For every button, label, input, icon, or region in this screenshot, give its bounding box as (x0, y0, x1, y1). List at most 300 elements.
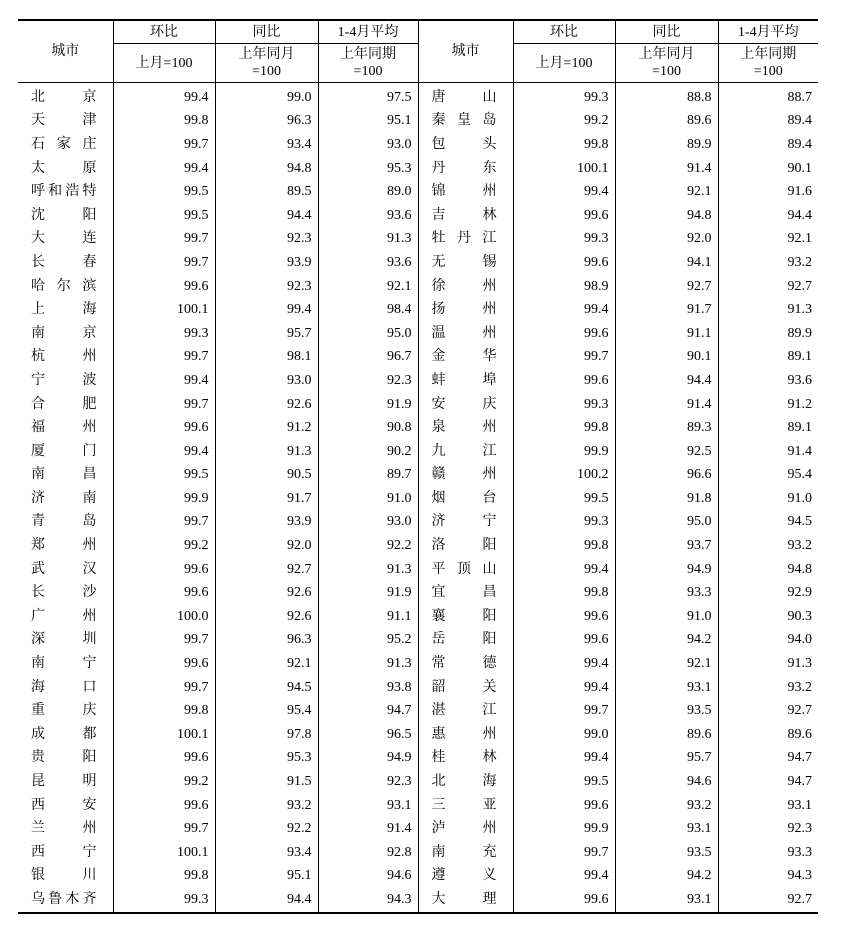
mom-value-cell: 99.6 (113, 558, 215, 582)
yoy-value-cell: 94.8 (215, 157, 318, 181)
table-row (18, 534, 818, 558)
city-name-cell: 天津 (31, 113, 97, 129)
table-header (18, 20, 818, 83)
yoy-value-cell: 94.1 (615, 251, 718, 275)
yoy-value-cell: 93.1 (615, 888, 718, 913)
table-row (18, 770, 818, 794)
yoy-value-cell: 95.7 (615, 747, 718, 771)
mom-value-cell: 99.6 (513, 251, 615, 275)
yoy-value-cell: 89.6 (615, 110, 718, 134)
avg-value-cell: 91.6 (718, 180, 818, 204)
city-name-cell: 重庆 (31, 703, 97, 719)
yoy-base-header (615, 44, 718, 83)
table-row (18, 416, 818, 440)
yoy-value-cell: 94.9 (615, 558, 718, 582)
mom-value-cell: 99.7 (113, 133, 215, 157)
city-name-cell: 太原 (31, 160, 97, 176)
city-name-cell: 长春 (31, 254, 97, 270)
mom-value-cell: 99.6 (513, 369, 615, 393)
city-name-cell: 金华 (418, 346, 513, 370)
mom-value-cell: 99.8 (113, 699, 215, 723)
yoy-value-cell: 92.0 (615, 228, 718, 252)
yoy-value-cell: 93.9 (215, 251, 318, 275)
yoy-base-line1: 上年同月 (238, 47, 295, 62)
table-row (18, 369, 818, 393)
avg-value-cell: 93.2 (718, 534, 818, 558)
city-name-cell: 包头 (418, 133, 513, 157)
avg-value-cell: 92.9 (718, 581, 818, 605)
yoy-value-cell: 93.3 (615, 581, 718, 605)
city-name-cell: 桂林 (418, 747, 513, 771)
mom-value-cell: 99.4 (113, 369, 215, 393)
yoy-value-cell: 93.5 (615, 699, 718, 723)
city-name-cell: 兰州 (31, 821, 97, 837)
avg-value-cell: 93.6 (718, 369, 818, 393)
mom-value-cell: 99.0 (513, 723, 615, 747)
city-name-cell: 武汉 (31, 561, 97, 577)
mom-value-cell: 99.4 (513, 180, 615, 204)
table-row (18, 558, 818, 582)
yoy-value-cell: 96.3 (215, 629, 318, 653)
avg-value-cell: 89.9 (718, 322, 818, 346)
yoy-value-cell: 93.2 (615, 794, 718, 818)
mom-value-cell: 99.6 (513, 605, 615, 629)
avg-value-cell: 95.4 (718, 464, 818, 488)
avg-base-header (718, 44, 818, 83)
mom-value-cell: 100.2 (513, 464, 615, 488)
yoy-value-cell: 92.6 (215, 605, 318, 629)
table-row (18, 511, 818, 535)
table-row (18, 794, 818, 818)
table-row (18, 676, 818, 700)
avg-value-cell: 94.9 (318, 747, 418, 771)
city-name-cell: 南宁 (31, 656, 97, 672)
mom-value-cell: 99.7 (113, 629, 215, 653)
avg-column-header: 1-4月平均 (718, 20, 818, 44)
avg-value-cell: 91.0 (718, 487, 818, 511)
avg-value-cell: 93.1 (318, 794, 418, 818)
avg-value-cell: 92.3 (718, 817, 818, 841)
table-row (18, 275, 818, 299)
mom-value-cell: 100.1 (513, 157, 615, 181)
mom-value-cell: 99.8 (113, 865, 215, 889)
table-row (18, 110, 818, 134)
yoy-value-cell: 91.7 (215, 487, 318, 511)
avg-value-cell: 94.3 (718, 865, 818, 889)
city-name-cell: 丹东 (418, 157, 513, 181)
mom-value-cell: 99.3 (113, 322, 215, 346)
city-name-cell: 昆明 (31, 774, 97, 790)
avg-value-cell: 89.0 (318, 180, 418, 204)
avg-value-cell: 91.2 (718, 393, 818, 417)
yoy-value-cell: 95.1 (215, 865, 318, 889)
mom-value-cell: 99.7 (113, 511, 215, 535)
yoy-base-line2: =100 (252, 64, 281, 79)
yoy-value-cell: 89.9 (615, 133, 718, 157)
yoy-value-cell: 94.2 (615, 629, 718, 653)
table-row (18, 440, 818, 464)
avg-value-cell: 90.3 (718, 605, 818, 629)
yoy-value-cell: 95.3 (215, 747, 318, 771)
avg-value-cell: 91.4 (318, 817, 418, 841)
city-name-cell: 湛江 (418, 699, 513, 723)
city-name-cell: 洛阳 (418, 534, 513, 558)
city-name-cell: 广州 (31, 608, 97, 624)
city-name-cell: 北海 (418, 770, 513, 794)
city-name-cell: 郑州 (31, 538, 97, 554)
yoy-value-cell: 92.6 (215, 581, 318, 605)
mom-value-cell: 100.1 (113, 298, 215, 322)
avg-value-cell: 90.8 (318, 416, 418, 440)
yoy-value-cell: 98.1 (215, 346, 318, 370)
avg-value-cell: 95.0 (318, 322, 418, 346)
table-row (18, 487, 818, 511)
avg-value-cell: 93.2 (718, 676, 818, 700)
mom-base-header: 上月=100 (113, 44, 215, 83)
mom-value-cell: 99.8 (513, 534, 615, 558)
mom-value-cell: 100.1 (113, 723, 215, 747)
yoy-base-header (215, 44, 318, 83)
yoy-value-cell: 93.7 (615, 534, 718, 558)
table-row (18, 133, 818, 157)
avg-value-cell: 91.3 (718, 298, 818, 322)
mom-value-cell: 99.9 (513, 817, 615, 841)
yoy-value-cell: 92.2 (215, 817, 318, 841)
mom-value-cell: 99.7 (113, 228, 215, 252)
city-name-cell: 西安 (31, 797, 97, 813)
avg-value-cell: 93.0 (318, 133, 418, 157)
city-name-cell: 合肥 (31, 396, 97, 412)
mom-value-cell: 99.6 (513, 794, 615, 818)
table-row (18, 841, 818, 865)
yoy-value-cell: 90.1 (615, 346, 718, 370)
yoy-value-cell: 94.4 (215, 888, 318, 913)
yoy-value-cell: 94.8 (615, 204, 718, 228)
avg-value-cell: 92.1 (718, 228, 818, 252)
table-row (18, 723, 818, 747)
mom-value-cell: 99.3 (113, 888, 215, 913)
table-row (18, 298, 818, 322)
mom-value-cell: 99.3 (513, 393, 615, 417)
avg-value-cell: 98.4 (318, 298, 418, 322)
mom-column-header: 环比 (513, 20, 615, 44)
avg-value-cell: 91.9 (318, 581, 418, 605)
city-name-cell: 乌鲁木齐 (18, 888, 113, 913)
yoy-value-cell: 92.7 (615, 275, 718, 299)
table-row (18, 581, 818, 605)
mom-value-cell: 99.4 (513, 558, 615, 582)
city-name-cell: 呼和浩特 (31, 184, 97, 200)
yoy-value-cell: 99.0 (215, 83, 318, 110)
yoy-value-cell: 92.3 (215, 275, 318, 299)
mom-value-cell: 99.6 (113, 416, 215, 440)
mom-value-cell: 99.2 (113, 534, 215, 558)
mom-value-cell: 99.8 (513, 416, 615, 440)
mom-value-cell: 99.6 (113, 794, 215, 818)
city-name-cell: 襄阳 (418, 605, 513, 629)
table-row (18, 204, 818, 228)
avg-value-cell: 94.6 (318, 865, 418, 889)
city-name-cell: 厦门 (31, 443, 97, 459)
avg-value-cell: 88.7 (718, 83, 818, 110)
avg-value-cell: 89.1 (718, 346, 818, 370)
city-name-cell: 赣州 (418, 464, 513, 488)
yoy-value-cell: 92.1 (615, 652, 718, 676)
avg-value-cell: 93.3 (718, 841, 818, 865)
avg-value-cell: 93.8 (318, 676, 418, 700)
city-name-cell: 青岛 (31, 514, 97, 530)
avg-value-cell: 92.2 (318, 534, 418, 558)
city-price-index-table (18, 19, 818, 914)
city-column-header: 城市 (418, 20, 513, 83)
city-name-cell: 无锡 (418, 251, 513, 275)
table-row (18, 464, 818, 488)
avg-value-cell: 93.6 (318, 251, 418, 275)
avg-value-cell: 91.3 (718, 652, 818, 676)
table-row (18, 322, 818, 346)
city-name-cell: 平顶山 (418, 558, 513, 582)
table-row (18, 865, 818, 889)
city-name-cell: 石家庄 (31, 136, 97, 152)
yoy-value-cell: 91.4 (615, 393, 718, 417)
city-name-cell: 杭州 (31, 349, 97, 365)
avg-value-cell: 92.3 (318, 369, 418, 393)
table-row (18, 817, 818, 841)
city-name-cell: 秦皇岛 (418, 110, 513, 134)
yoy-value-cell: 89.3 (615, 416, 718, 440)
yoy-value-cell: 90.5 (215, 464, 318, 488)
avg-value-cell: 97.5 (318, 83, 418, 110)
mom-value-cell: 99.4 (113, 440, 215, 464)
avg-column-header: 1-4月平均 (318, 20, 418, 44)
avg-value-cell: 93.1 (718, 794, 818, 818)
city-name-cell: 南充 (418, 841, 513, 865)
table-row (18, 629, 818, 653)
mom-value-cell: 99.6 (113, 652, 215, 676)
city-name-cell: 沈阳 (31, 207, 97, 223)
yoy-value-cell: 91.7 (615, 298, 718, 322)
avg-base-header (318, 44, 418, 83)
yoy-value-cell: 96.6 (615, 464, 718, 488)
city-name-cell: 北京 (31, 89, 97, 105)
mom-value-cell: 99.3 (513, 511, 615, 535)
avg-value-cell: 92.7 (718, 888, 818, 913)
avg-value-cell: 95.2 (318, 629, 418, 653)
city-name-cell: 岳阳 (418, 629, 513, 653)
avg-value-cell: 90.1 (718, 157, 818, 181)
avg-value-cell: 94.3 (318, 888, 418, 913)
city-name-cell: 大理 (418, 888, 513, 913)
avg-value-cell: 94.7 (718, 770, 818, 794)
avg-value-cell: 91.0 (318, 487, 418, 511)
avg-value-cell: 94.7 (718, 747, 818, 771)
mom-value-cell: 99.9 (513, 440, 615, 464)
city-name-cell: 济南 (31, 490, 97, 506)
mom-value-cell: 99.5 (113, 180, 215, 204)
avg-value-cell: 96.7 (318, 346, 418, 370)
city-name-cell: 泉州 (418, 416, 513, 440)
mom-value-cell: 99.6 (113, 581, 215, 605)
avg-value-cell: 89.4 (718, 133, 818, 157)
city-name-cell: 福州 (31, 420, 97, 436)
avg-value-cell: 89.4 (718, 110, 818, 134)
mom-value-cell: 99.3 (513, 83, 615, 110)
table-row (18, 699, 818, 723)
table-row (18, 888, 818, 913)
yoy-value-cell: 94.6 (615, 770, 718, 794)
mom-value-cell: 99.4 (513, 747, 615, 771)
table-row (18, 605, 818, 629)
mom-value-cell: 99.6 (513, 322, 615, 346)
yoy-value-cell: 95.7 (215, 322, 318, 346)
avg-value-cell: 91.3 (318, 228, 418, 252)
yoy-value-cell: 92.0 (215, 534, 318, 558)
yoy-base-line1: 上年同月 (638, 47, 695, 62)
mom-value-cell: 99.4 (513, 676, 615, 700)
yoy-value-cell: 94.4 (615, 369, 718, 393)
city-name-cell: 徐州 (418, 275, 513, 299)
yoy-value-cell: 93.2 (215, 794, 318, 818)
avg-value-cell: 93.0 (318, 511, 418, 535)
city-name-cell: 蚌埠 (418, 369, 513, 393)
avg-value-cell: 94.7 (318, 699, 418, 723)
yoy-value-cell: 89.5 (215, 180, 318, 204)
mom-value-cell: 100.0 (113, 605, 215, 629)
city-name-cell: 温州 (418, 322, 513, 346)
city-name-cell: 大连 (31, 231, 97, 247)
table-row (18, 228, 818, 252)
yoy-value-cell: 91.1 (615, 322, 718, 346)
yoy-column-header: 同比 (215, 20, 318, 44)
mom-value-cell: 99.5 (113, 464, 215, 488)
mom-value-cell: 99.4 (113, 83, 215, 110)
mom-value-cell: 99.8 (113, 110, 215, 134)
avg-base-line1: 上年同期 (340, 47, 396, 62)
yoy-value-cell: 93.9 (215, 511, 318, 535)
avg-value-cell: 92.1 (318, 275, 418, 299)
city-name-cell: 深圳 (31, 632, 97, 648)
avg-value-cell: 90.2 (318, 440, 418, 464)
avg-value-cell: 91.4 (718, 440, 818, 464)
mom-value-cell: 99.7 (513, 841, 615, 865)
city-name-cell: 惠州 (418, 723, 513, 747)
yoy-value-cell: 91.0 (615, 605, 718, 629)
mom-value-cell: 99.6 (513, 629, 615, 653)
city-name-cell: 锦州 (418, 180, 513, 204)
city-name-cell: 烟台 (418, 487, 513, 511)
mom-value-cell: 99.7 (113, 817, 215, 841)
avg-value-cell: 91.1 (318, 605, 418, 629)
avg-base-line2: =100 (353, 64, 383, 79)
mom-value-cell: 99.8 (513, 133, 615, 157)
mom-value-cell: 99.6 (113, 275, 215, 299)
mom-value-cell: 99.3 (513, 228, 615, 252)
city-name-cell: 唐山 (418, 83, 513, 110)
mom-value-cell: 99.4 (113, 157, 215, 181)
avg-value-cell: 91.3 (318, 652, 418, 676)
mom-value-cell: 98.9 (513, 275, 615, 299)
mom-value-cell: 100.1 (113, 841, 215, 865)
avg-value-cell: 94.5 (718, 511, 818, 535)
city-name-cell: 吉林 (418, 204, 513, 228)
yoy-value-cell: 92.6 (215, 393, 318, 417)
city-name-cell: 常德 (418, 652, 513, 676)
mom-value-cell: 99.5 (113, 204, 215, 228)
yoy-value-cell: 88.8 (615, 83, 718, 110)
mom-value-cell: 99.7 (513, 699, 615, 723)
yoy-value-cell: 91.5 (215, 770, 318, 794)
yoy-value-cell: 89.6 (615, 723, 718, 747)
mom-value-cell: 99.9 (113, 487, 215, 511)
city-name-cell: 济宁 (418, 511, 513, 535)
avg-value-cell: 89.6 (718, 723, 818, 747)
city-name-cell: 九江 (418, 440, 513, 464)
city-name-cell: 牡丹江 (418, 228, 513, 252)
avg-value-cell: 91.9 (318, 393, 418, 417)
city-name-cell: 长沙 (31, 585, 97, 601)
yoy-value-cell: 91.8 (615, 487, 718, 511)
city-name-cell: 西宁 (31, 844, 97, 860)
table-row (18, 180, 818, 204)
mom-value-cell: 99.4 (513, 652, 615, 676)
mom-base-header: 上月=100 (513, 44, 615, 83)
yoy-value-cell: 92.1 (215, 652, 318, 676)
mom-value-cell: 99.4 (513, 865, 615, 889)
avg-value-cell: 93.6 (318, 204, 418, 228)
yoy-value-cell: 92.5 (615, 440, 718, 464)
yoy-value-cell: 93.4 (215, 841, 318, 865)
yoy-value-cell: 91.2 (215, 416, 318, 440)
yoy-value-cell: 99.4 (215, 298, 318, 322)
yoy-column-header: 同比 (615, 20, 718, 44)
avg-value-cell: 89.1 (718, 416, 818, 440)
mom-value-cell: 99.2 (513, 110, 615, 134)
avg-base-line2: =100 (753, 64, 783, 79)
avg-value-cell: 91.3 (318, 558, 418, 582)
avg-value-cell: 95.1 (318, 110, 418, 134)
city-name-cell: 哈尔滨 (31, 278, 97, 294)
table-row (18, 747, 818, 771)
city-name-cell: 泸州 (418, 817, 513, 841)
city-name-cell: 南昌 (31, 467, 97, 483)
mom-value-cell: 99.2 (113, 770, 215, 794)
avg-value-cell: 94.0 (718, 629, 818, 653)
yoy-value-cell: 97.8 (215, 723, 318, 747)
yoy-value-cell: 91.4 (615, 157, 718, 181)
city-name-cell: 韶关 (418, 676, 513, 700)
table-row (18, 157, 818, 181)
city-name-cell: 上海 (31, 302, 97, 318)
yoy-value-cell: 93.5 (615, 841, 718, 865)
mom-value-cell: 99.7 (513, 346, 615, 370)
yoy-value-cell: 94.5 (215, 676, 318, 700)
table-row (18, 393, 818, 417)
yoy-value-cell: 95.0 (615, 511, 718, 535)
mom-column-header: 环比 (113, 20, 215, 44)
mom-value-cell: 99.6 (113, 747, 215, 771)
city-name-cell: 三亚 (418, 794, 513, 818)
avg-value-cell: 94.4 (718, 204, 818, 228)
mom-value-cell: 99.7 (113, 676, 215, 700)
mom-value-cell: 99.5 (513, 487, 615, 511)
yoy-base-line2: =100 (652, 64, 681, 79)
city-name-cell: 安庆 (418, 393, 513, 417)
city-name-cell: 南京 (31, 325, 97, 341)
mom-value-cell: 99.4 (513, 298, 615, 322)
avg-value-cell: 89.7 (318, 464, 418, 488)
city-column-header: 城市 (51, 44, 80, 59)
yoy-value-cell: 94.2 (615, 865, 718, 889)
